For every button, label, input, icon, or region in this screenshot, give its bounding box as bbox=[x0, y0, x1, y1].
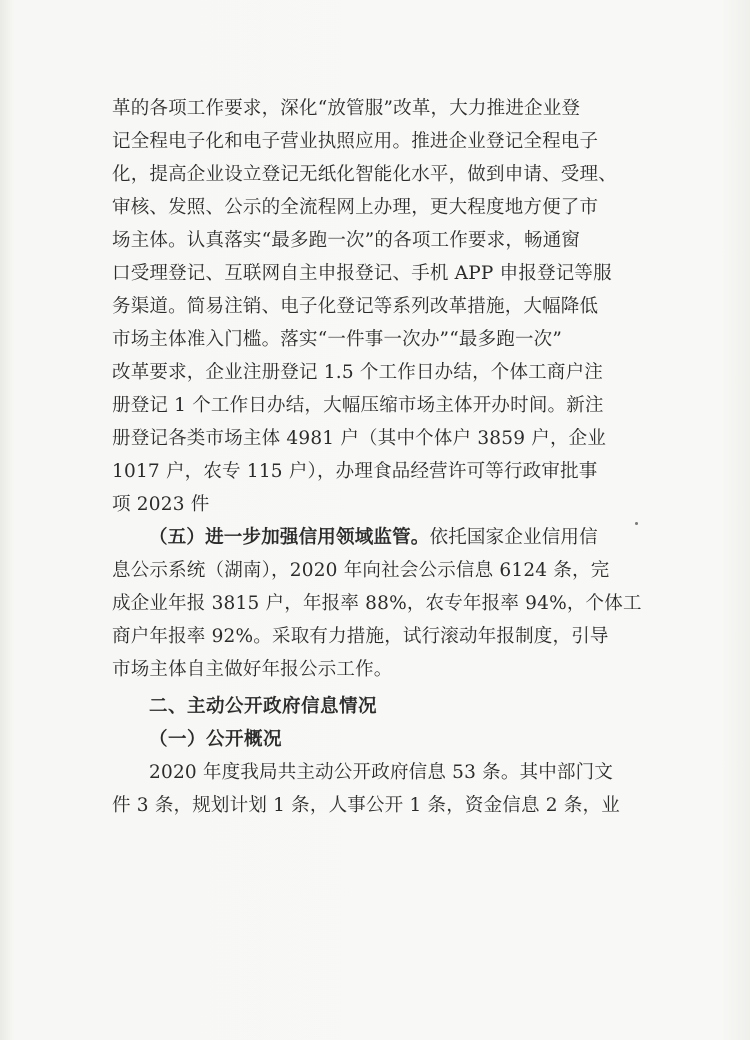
text-line: 市场主体准入门槛。落实“一件事一次办”“最多跑一次” bbox=[112, 329, 563, 350]
text-line: 务渠道。简易注销、电子化登记等系列改革措施，大幅降低 bbox=[112, 296, 599, 317]
text-line: 市场主体自主做好年报公示工作。 bbox=[112, 659, 393, 680]
text-line: 商户年报率 92%。采取有力措施，试行滚动年报制度，引导 bbox=[112, 626, 609, 647]
text-line: 记全程电子化和电子营业执照应用。推进企业登记全程电子 bbox=[112, 131, 599, 152]
text-line: 息公示系统（湖南），2020 年向社会公示信息 6124 条，完 bbox=[112, 560, 610, 581]
text-line: 革的各项工作要求，深化“放管服”改革，大力推进企业登 bbox=[112, 98, 581, 119]
paragraph-reform bbox=[112, 92, 640, 521]
section-lead-rest: 依托国家企业信用信 bbox=[429, 527, 598, 548]
text-line: 册登记各类市场主体 4981 户（其中个体户 3859 户，企业 bbox=[112, 428, 607, 449]
text-line: 件 3 条，规划计划 1 条，人事公开 1 条，资金信息 2 条，业 bbox=[112, 795, 620, 816]
text-line: 场主体。认真落实“最多跑一次”的各项工作要求，畅通窗 bbox=[112, 230, 581, 251]
text-line bbox=[112, 521, 640, 554]
text-line: 成企业年报 3815 户，年报率 88%，农专年报率 94%，个体工 bbox=[112, 593, 642, 614]
text-line: 化，提高企业设立登记无纸化智能化水平，做到申请、受理、 bbox=[112, 164, 617, 185]
section-heading: 二、主动公开政府信息情况 bbox=[149, 696, 378, 717]
text-line: 册登记 1 个工作日办结，大幅压缩市场主体开办时间。新注 bbox=[112, 395, 604, 416]
text-line: 1017 户，农专 115 户），办理食品经营许可等行政审批事 bbox=[112, 461, 598, 482]
paragraph-overview bbox=[112, 756, 640, 822]
text-line: 审核、发照、公示的全流程网上办理，更大程度地方便了市 bbox=[112, 197, 599, 218]
document-body bbox=[112, 92, 640, 822]
scan-speck bbox=[635, 522, 638, 525]
text-line: 项 2023 件 bbox=[112, 494, 210, 515]
text-line: 口受理登记、互联网自主申报登记、手机 APP 申报登记等服 bbox=[112, 263, 612, 284]
subsection-heading: （一）公开概况 bbox=[149, 729, 283, 750]
text-line: 改革要求，企业注册登记 1.5 个工作日办结，个体工商户注 bbox=[112, 362, 603, 383]
text-line: 2020 年度我局共主动公开政府信息 53 条。其中部门文 bbox=[149, 762, 614, 783]
section-lead-heading: （五）进一步加强信用领域监管。 bbox=[149, 527, 430, 548]
paragraph-credit-supervision bbox=[112, 521, 640, 686]
